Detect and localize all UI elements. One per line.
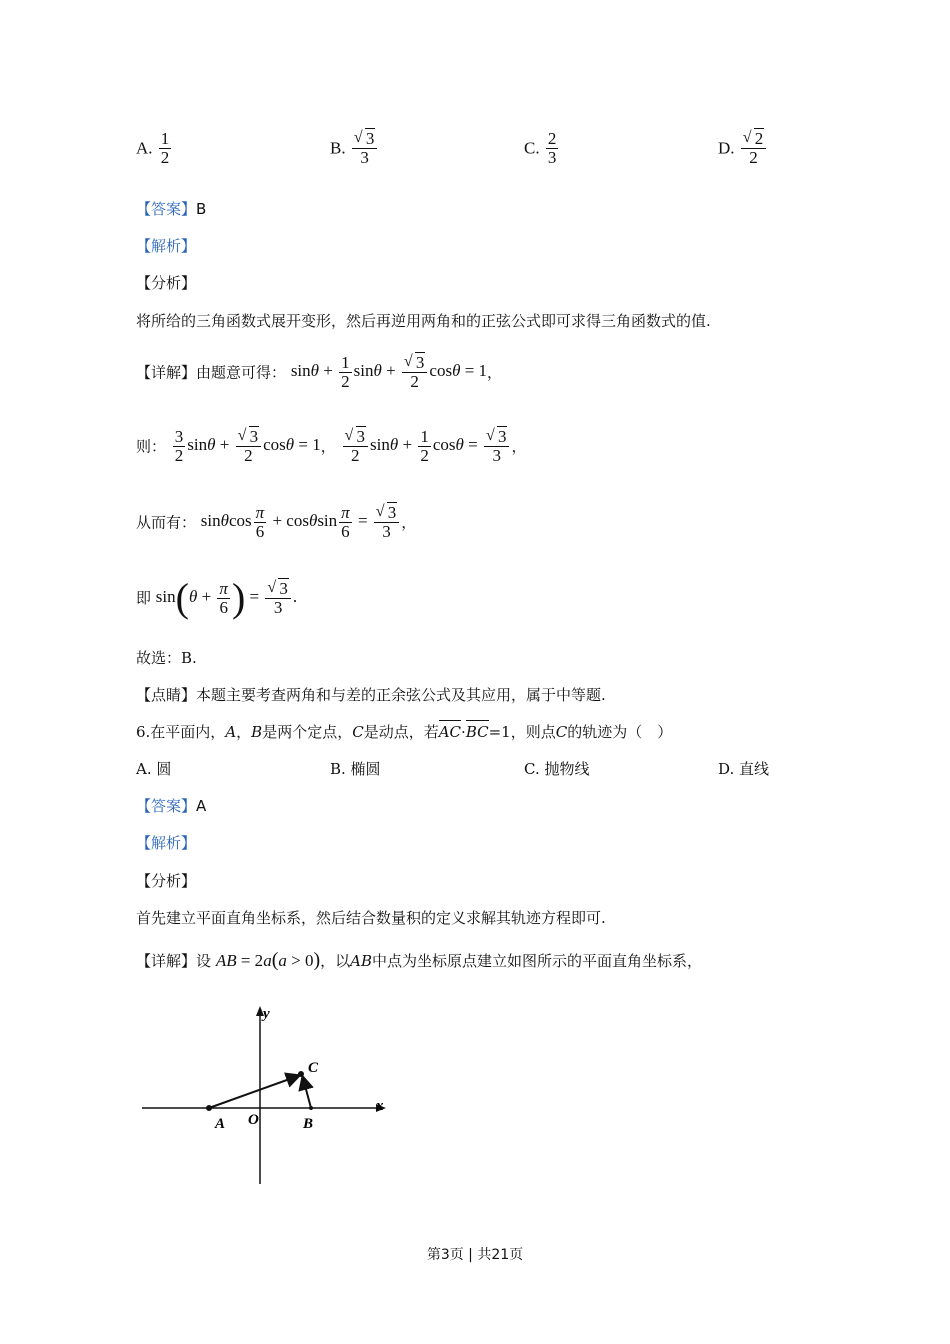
point-b: B <box>251 723 263 741</box>
q5-option-b <box>330 130 379 167</box>
xiangjie-text: 设 <box>196 952 212 970</box>
denominator: 2 <box>749 148 758 167</box>
stem-text: ， <box>236 723 252 741</box>
q6-fenxi-text: 首先建立平面直角坐标系，然后结合数量积的定义求解其轨迹方程即可. <box>136 909 606 927</box>
equation-5: sin(θ + $\frac{\pi}{6}$ ) = √ 3 3 . <box>155 575 298 620</box>
fraction <box>546 130 559 167</box>
answer-tag: 【答案】 <box>136 200 197 218</box>
equation-3: √ 3 2 sinθ + $\frac{1}{2}$ cosθ = √ 3 3 <box>341 435 512 454</box>
step-prefix: 从而有： <box>136 513 197 532</box>
label-x: x <box>376 1098 384 1114</box>
answer-value: B <box>196 200 207 218</box>
denominator: 3 <box>547 148 557 167</box>
radicand: 3 <box>365 129 375 148</box>
dianjing-text: 本题主要考查两角和与差的正余弦公式及其应用，属于中等题. <box>196 686 606 704</box>
option-label: C. <box>524 138 540 158</box>
q5-option-c <box>524 130 560 167</box>
q6-stem: 6.在平面内，A，B是两个定点，C是动点，若AC·BC=1，则点C的轨迹为（ ） <box>136 723 673 741</box>
vector-bc-line <box>303 1078 311 1108</box>
stem-text: 6.在平面内， <box>136 723 226 741</box>
q5-step4 <box>136 575 298 620</box>
fraction <box>741 130 767 167</box>
vector-ac-line <box>209 1076 298 1108</box>
xiangjie-tag: 【详解】 <box>136 952 197 970</box>
vector-ac: AC <box>438 723 462 741</box>
label-a: A <box>215 1116 226 1132</box>
point-a-dot <box>206 1105 212 1111</box>
denominator: 3 <box>360 148 369 167</box>
q5-fenxi-text: 将所给的三角函数式展开变形，然后再逆用两角和的正弦公式即可求得三角函数式的值. <box>136 312 711 330</box>
q5-answer <box>136 199 206 219</box>
numerator: 2 <box>547 129 557 148</box>
option-label: D. <box>718 138 735 158</box>
dianjing-tag: 【点睛】 <box>136 686 197 704</box>
q5-xiangjie-line1: 【详解】由题意可得： sinθ + $\frac{1}{2}$ sinθ + √ 3 2 cosθ = 1， <box>136 353 503 391</box>
q5-jiexi-tag: 【解析】 <box>136 237 197 255</box>
fraction <box>352 130 378 167</box>
q5-conclusion: 故选：B. <box>136 649 197 667</box>
stem-text: 的轨迹为（ ） <box>567 723 673 741</box>
step-prefix: 则： <box>136 437 167 456</box>
q6-option-c: C. 抛物线 <box>524 760 590 778</box>
step-prefix: 即 <box>136 589 152 607</box>
equation-1: sinθ + $\frac{1}{2}$ sinθ + √ 3 2 cosθ = 1 <box>290 353 488 391</box>
stem-text: 是两个定点， <box>262 723 353 741</box>
label-b: B <box>303 1116 314 1132</box>
answer-tag: 【答案】 <box>136 797 197 815</box>
q6-option-b: B. 椭圆 <box>330 760 381 778</box>
fraction <box>159 130 172 167</box>
label-c: C <box>308 1060 319 1076</box>
q6-fenxi-tag: 【分析】 <box>136 872 197 890</box>
q5-option-d <box>718 130 768 167</box>
answer-value: A <box>196 797 207 815</box>
label-y: y <box>263 1006 270 1022</box>
q5-step3: 从而有： sinθcos $\frac{\pi}{6}$ + cosθsin $\frac{\pi}{6}$ = √ 3 3 ， <box>136 503 417 541</box>
xiangjie-intro: 由题意可得： <box>196 363 287 382</box>
point-c: C <box>555 723 568 741</box>
point-c: C <box>352 723 364 741</box>
equation-4: sinθcos $\frac{\pi}{6}$ + cosθsin $\frac{\pi}{6}$ = √ 3 3 <box>201 511 401 530</box>
numerator: √ 2 <box>741 130 767 149</box>
page-footer: 第3页 | 共21页 <box>426 1247 524 1263</box>
q5-step2: 则： $\frac{3}{2}$ sinθ + √ 3 2 cosθ = 1， √ 3 2 sinθ + $\frac{1}{2}$ cosθ = √ 3 3 ， <box>136 427 527 465</box>
xiangjie-text: 中点为坐标原点建立如图所示的平面直角坐标系， <box>372 952 703 970</box>
label-o: O <box>248 1112 259 1128</box>
point-c-dot <box>298 1071 304 1077</box>
vector-bc: BC <box>465 723 489 741</box>
equation-2: $\frac{3}{2}$ sinθ + √ 3 2 cosθ = 1 <box>174 427 321 465</box>
segment-ab: AB <box>350 952 372 970</box>
q6-option-a: A. 圆 <box>136 760 172 778</box>
q6-jiexi-tag: 【解析】 <box>136 834 197 852</box>
q5-option-a <box>136 130 173 167</box>
coordinate-figure <box>130 1000 400 1190</box>
option-label: A. <box>136 138 153 158</box>
option-label: B. <box>330 138 346 158</box>
radicand: 2 <box>754 129 764 148</box>
q5-dianjing <box>136 685 606 705</box>
numerator: √ 3 <box>352 130 378 149</box>
stem-text: =1，则点 <box>488 723 556 741</box>
stem-text: 是动点，若 <box>363 723 439 741</box>
denominator: 2 <box>160 148 170 167</box>
point-b-dot <box>309 1106 313 1110</box>
q5-fenxi-tag: 【分析】 <box>136 274 197 292</box>
q6-option-d: D. 直线 <box>718 760 770 778</box>
point-a: A <box>225 723 237 741</box>
equation-ab: AB = 2a(a > 0) <box>215 949 321 971</box>
q6-xiangjie <box>136 950 702 971</box>
xiangjie-tag: 【详解】 <box>136 363 197 382</box>
numerator: 1 <box>160 129 170 148</box>
xiangjie-text: ，以 <box>320 952 351 970</box>
q6-answer <box>136 796 206 816</box>
